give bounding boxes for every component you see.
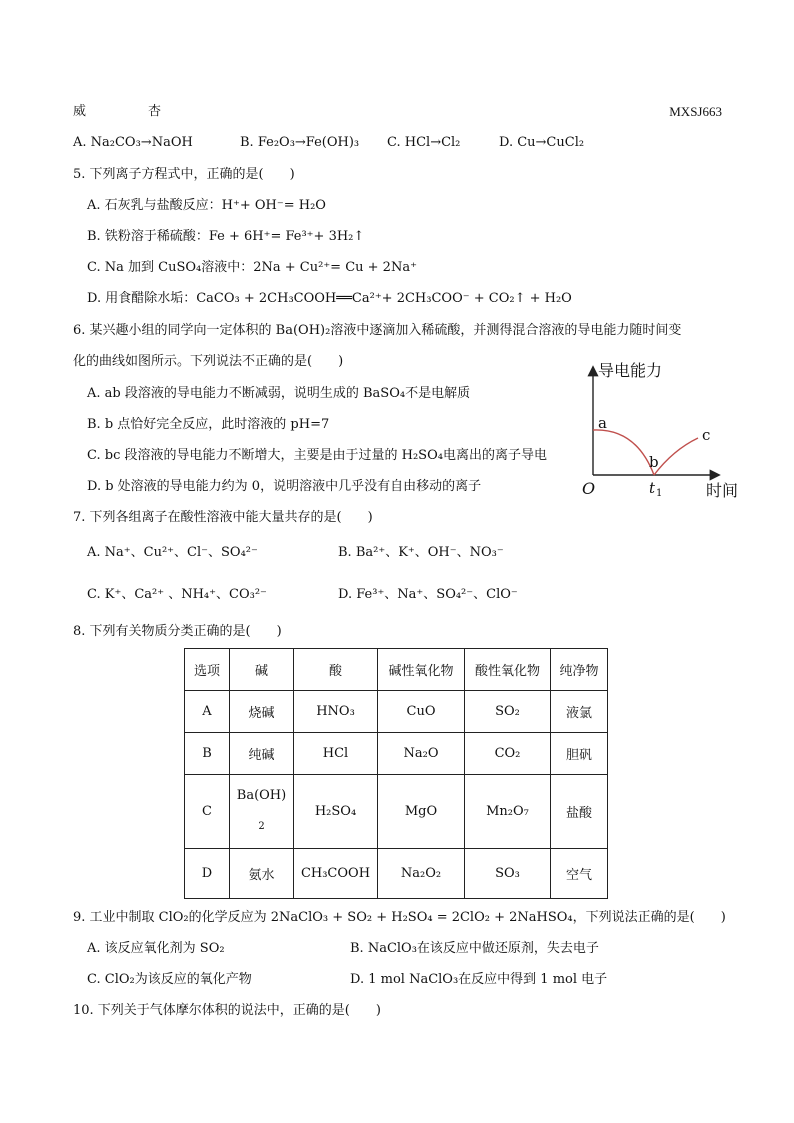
cell: Na₂O₂ [378, 849, 465, 899]
q9-option-d: D. 1 mol NaClO₃在反应中得到 1 mol 电子 [350, 972, 608, 987]
origin-label: O [582, 479, 596, 498]
th-base: 碱 [230, 649, 294, 691]
table-row [185, 733, 608, 775]
q6-option-c: C. bc 段溶液的导电能力不断增大，主要是由于过量的 H₂SO₄电离出的离子导电 [87, 448, 547, 463]
q5-option-a: A. 石灰乳与盐酸反应：H⁺+ OH⁻= H₂O [87, 198, 326, 213]
q5-option-b: B. 铁粉溶于稀硫酸：Fe + 6H⁺= Fe³⁺+ 3H₂↑ [87, 229, 365, 244]
table-row [185, 849, 608, 899]
th-basic-oxide: 碱性氧化物 [378, 649, 465, 691]
table-row [185, 775, 608, 849]
q6-option-d: D. b 处溶液的导电能力约为 0，说明溶液中几乎没有自由移动的离子 [87, 479, 482, 494]
cell: CuO [378, 691, 465, 733]
cell: Mn₂O₇ [465, 775, 551, 849]
q7-option-b: B. Ba²⁺、K⁺、OH⁻、NO₃⁻ [338, 545, 504, 560]
q5-option-d: D. 用食醋除水垢：CaCO₃ + 2CH₃COOH══Ca²⁺+ 2CH₃COO⁻ + CO₂↑ + H₂O [87, 291, 572, 306]
cell: CO₂ [465, 733, 551, 775]
q4-option-a: A. Na₂CO₃→NaOH [73, 135, 193, 150]
th-pure-substance: 纯净物 [551, 649, 608, 691]
q9-option-c: C. ClO₂为该反应的氧化产物 [87, 972, 252, 987]
cell: 空气 [551, 849, 608, 899]
q4-option-c: C. HCl→Cl₂ [387, 135, 461, 150]
classification-table [184, 648, 608, 899]
q8-stem: 8. 下列有关物质分类正确的是( ) [73, 624, 282, 639]
th-acidic-oxide: 酸性氧化物 [465, 649, 551, 691]
cell-subscript: 2 [258, 821, 265, 832]
q9-stem: 9. 工业中制取 ClO₂的化学反应为 2NaClO₃ + SO₂ + H₂SO₄ = 2ClO₂ + 2NaHSO₄，下列说法正确的是( ) [73, 910, 726, 925]
table-row [185, 691, 608, 733]
point-a-label: a [598, 414, 607, 432]
q6-stem-line1: 6. 某兴趣小组的同学向一定体积的 Ba(OH)₂溶液中逐滴加入稀硫酸，并测得混合溶液的导电能力随时间变 [73, 323, 682, 338]
th-option: 选项 [185, 649, 230, 691]
cell: 烧碱 [230, 691, 294, 733]
t1-subscript: 1 [656, 488, 663, 499]
cell: 氨水 [230, 849, 294, 899]
cell: CH₃COOH [294, 849, 378, 899]
curve-bc [654, 438, 698, 475]
conductivity-graph [578, 360, 748, 502]
header-code: MXSJ663 [669, 104, 722, 119]
q7-option-c: C. K⁺、Ca²⁺ 、NH₄⁺、CO₃²⁻ [87, 587, 267, 602]
cell: 液氯 [551, 691, 608, 733]
q9-option-a: A. 该反应氧化剂为 SO₂ [87, 941, 225, 956]
cell: D [185, 849, 230, 899]
table-header-row [185, 649, 608, 691]
header-char-1: 威 [73, 104, 87, 119]
cell: SO₂ [465, 691, 551, 733]
cell: MgO [378, 775, 465, 849]
cell: B [185, 733, 230, 775]
q6-stem-line2: 化的曲线如图所示。下列说法不正确的是( ) [73, 354, 344, 369]
cell-wrapped [230, 775, 294, 849]
point-c-label: c [702, 426, 711, 444]
cell: Na₂O [378, 733, 465, 775]
q10-stem: 10. 下列关于气体摩尔体积的说法中，正确的是( ) [73, 1003, 381, 1018]
q4-option-b: B. Fe₂O₃→Fe(OH)₃ [240, 135, 360, 150]
header-left [73, 103, 161, 121]
q4-option-d: D. Cu→CuCl₂ [499, 135, 585, 150]
q5-option-c: C. Na 加到 CuSO₄溶液中：2Na + Cu²⁺= Cu + 2Na⁺ [87, 260, 417, 275]
cell: HNO₃ [294, 691, 378, 733]
cell: C [185, 775, 230, 849]
curve-ab [593, 430, 654, 475]
q6-option-a: A. ab 段溶液的导电能力不断减弱，说明生成的 BaSO₄不是电解质 [87, 386, 471, 401]
cell: 纯碱 [230, 733, 294, 775]
x-axis-label: 时间 [706, 481, 739, 500]
header-char-2: 杏 [148, 104, 162, 119]
cell: 胆矾 [551, 733, 608, 775]
cell: A [185, 691, 230, 733]
q7-option-d: D. Fe³⁺、Na⁺、SO₄²⁻、ClO⁻ [338, 587, 518, 602]
cell: SO₃ [465, 849, 551, 899]
cell: HCl [294, 733, 378, 775]
q7-option-a: A. Na⁺、Cu²⁺、Cl⁻、SO₄²⁻ [87, 545, 258, 560]
cell: 盐酸 [551, 775, 608, 849]
cell: H₂SO₄ [294, 775, 378, 849]
cell-text: Ba(OH) [236, 788, 287, 803]
q7-stem: 7. 下列各组离子在酸性溶液中能大量共存的是( ) [73, 510, 373, 525]
th-acid: 酸 [294, 649, 378, 691]
q9-option-b: B. NaClO₃在该反应中做还原剂，失去电子 [350, 941, 599, 956]
t1-label: t [649, 479, 656, 497]
point-b-label: b [649, 453, 659, 471]
q5-stem: 5. 下列离子方程式中，正确的是( ) [73, 167, 295, 182]
y-axis-label: 导电能力 [598, 361, 663, 380]
q6-option-b: B. b 点恰好完全反应，此时溶液的 pH=7 [87, 417, 330, 432]
